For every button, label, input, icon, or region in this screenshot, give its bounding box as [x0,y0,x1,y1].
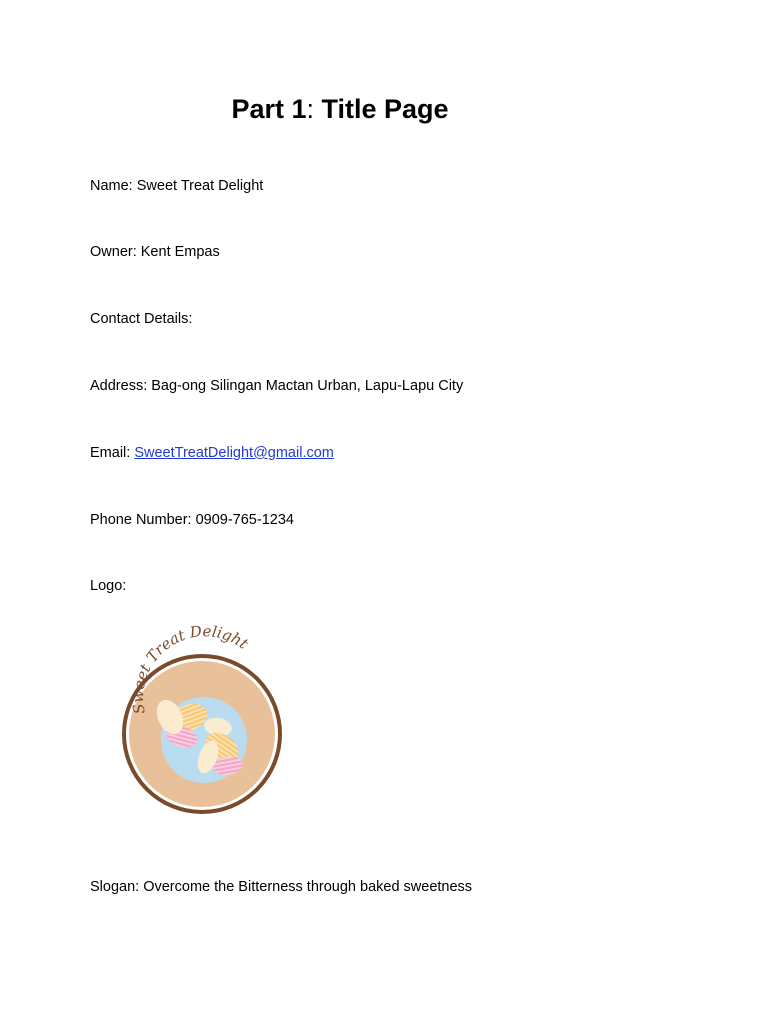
title-colon: : [306,94,314,124]
email-label: Email: [90,445,135,461]
logo-emblem-icon [100,625,310,845]
slogan-label: Slogan: [90,879,144,895]
title-rest: Title Page [314,94,449,124]
owner-line [90,243,220,261]
phone-line [90,511,294,529]
name-line [90,177,263,195]
owner-label: Owner: [90,244,141,260]
page-title [0,92,680,126]
logo-image [100,625,310,845]
name-value: Sweet Treat Delight [136,178,264,194]
address-value: Bag-ong Silingan Mactan Urban, Lapu-Lapu City [151,378,464,394]
logo-heading: Logo: [90,578,127,594]
title-main: Part 1 [231,94,307,124]
address-line [90,377,463,395]
phone-label: Phone Number: [90,512,196,528]
email-link[interactable]: SweetTreatDelight@gmail.com [134,445,334,461]
owner-value: Kent Empas [140,244,220,260]
contact-details-heading: Contact Details: [90,311,193,327]
address-label: Address: [90,378,152,394]
email-line [90,444,334,462]
logo-text-path: Sweet Treat Delight [129,625,252,716]
phone-value: 0909-765-1234 [195,512,294,528]
slogan-value: Overcome the Bitterness through baked sweetness [143,879,473,895]
slogan-line [90,878,472,896]
name-label: Name: [90,178,137,194]
